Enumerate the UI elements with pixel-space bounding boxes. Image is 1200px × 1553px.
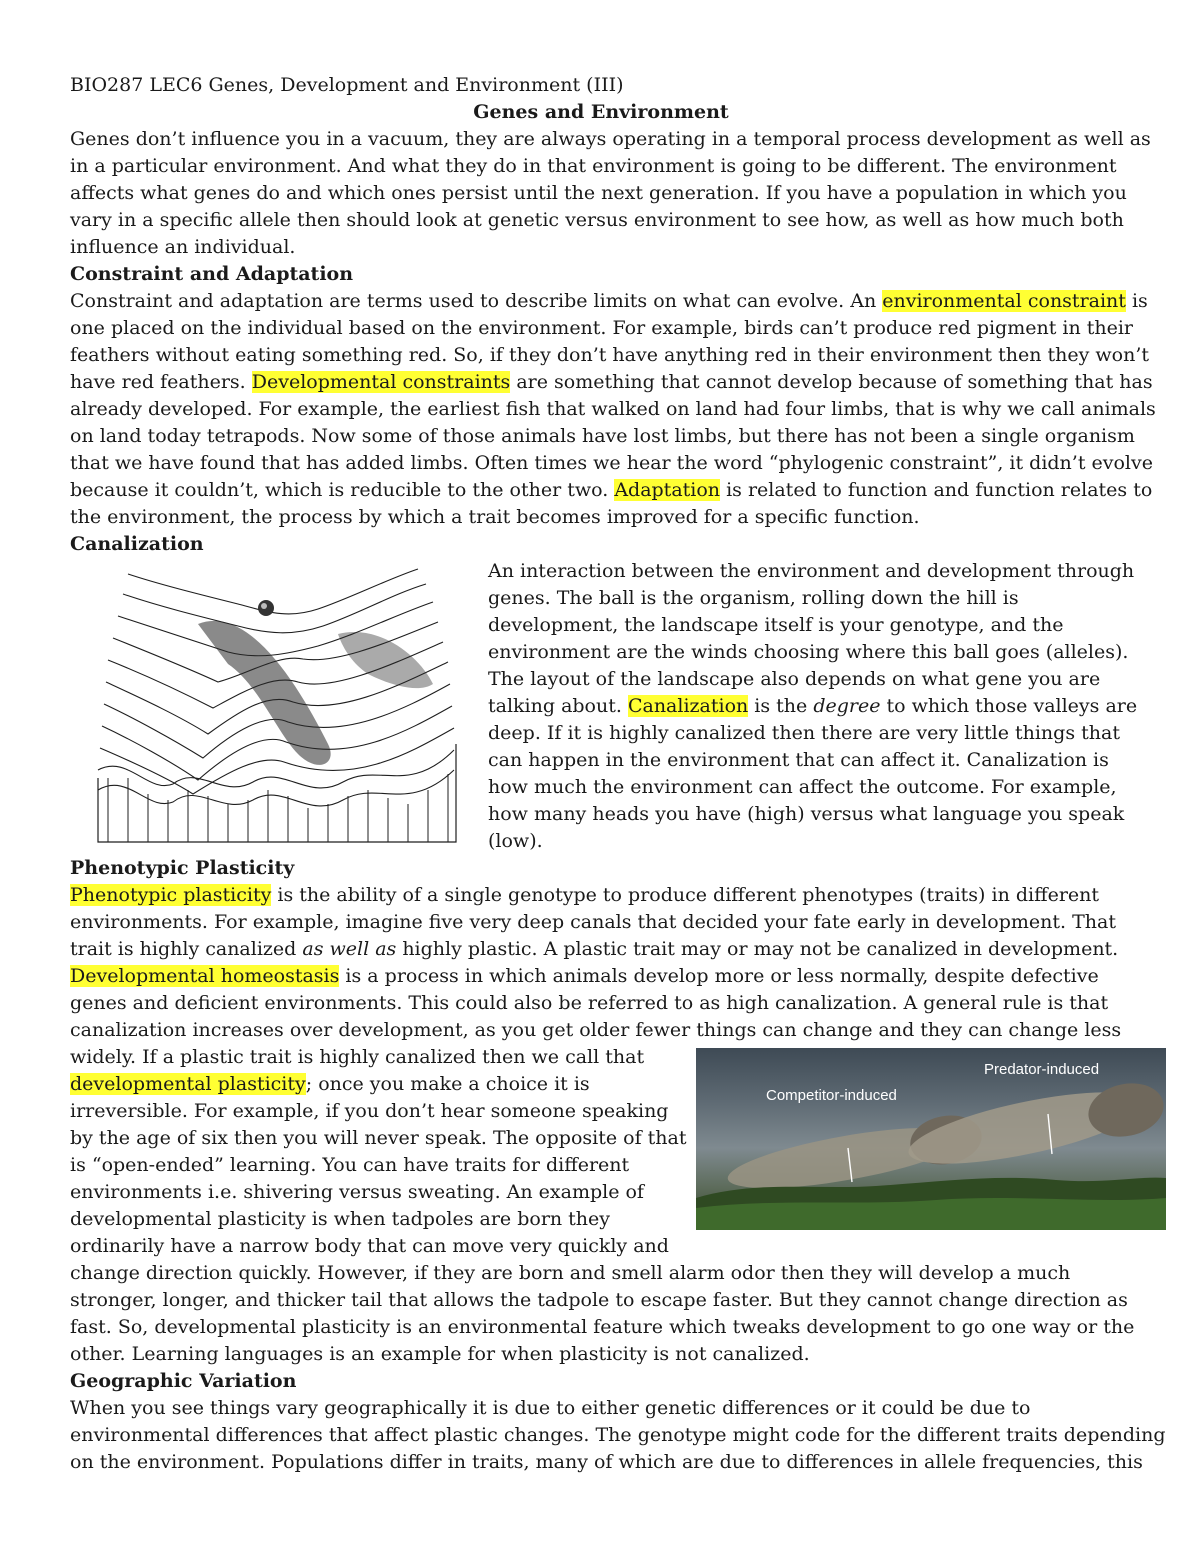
text-line: irreversible. For example, if you don’t hear someone speaking [70,1100,669,1122]
text-line: one placed on the individual based on the environment. For example, birds can’t produce red pigment in their [70,317,1134,339]
paragraph-geographic-variation [70,1395,1166,1476]
text-line [70,936,1132,963]
text-line: environments i.e. shivering versus sweating. An example of [70,1181,644,1203]
highlight-environmental-constraint: environmental constraint [882,290,1126,312]
paragraph-constraint-and-adaptation [70,288,1156,531]
text-run: talking about. [488,695,628,717]
text-line: affects what genes do and which ones persist until the next generation. If you have a population in which you [70,182,1127,204]
text-line: in a particular environment. And what they do in that environment is going to be different. The environment [70,155,1117,177]
text-run: ; once you make a choice it is [305,1073,590,1095]
document-title-line: BIO287 LEC6 Genes, Development and Environment (III) [70,74,624,96]
text-run: are something that cannot develop because of something that has [510,371,1153,393]
text-line [70,369,1153,396]
text-run: is [1125,290,1148,312]
text-line: by the age of six then you will never speak. The opposite of that [70,1127,687,1149]
text-line [488,693,1138,720]
tadpole-block [70,1044,1132,1260]
text-line: environment are the winds choosing where this ball goes (alleles). [488,641,1129,663]
label-predator-induced: Predator-induced [984,1061,1100,1078]
text-line: already developed. For example, the earliest fish that walked on land had four limbs, that is why we call animals [70,398,1156,420]
text-line: can happen in the environment that can affect it. Canalization is [488,749,1109,771]
canalization-block [70,558,1138,855]
tadpole-wrapped-text [70,1044,690,1260]
text-line: canalization increases over development, as you get older fewer things can change and they can change less [70,1019,1122,1041]
text-run: have red feathers. [70,371,252,393]
text-line: deep. If it is highly canalized then there are very little things that [488,722,1120,744]
text-line: vary in a specific allele then should look at genetic versus environment to see how, as well as how much both [70,209,1124,231]
highlight-adaptation: Adaptation [614,479,721,501]
text-line [70,1071,690,1098]
text-line [70,963,1132,990]
text-line [70,288,1148,315]
text-line: other. Learning languages is an example for when plasticity is not canalized. [70,1343,810,1365]
text-line: that we have found that has added limbs. Often times we hear the word “phylogenic constraint”, it didn’t evolve [70,452,1153,474]
highlight-developmental-homeostasis: Developmental homeostasis [70,965,340,987]
text-line: on the environment. Populations differ in traits, many of which are due to differences in allele frequencies, this [70,1451,1143,1473]
text-run: Constraint and adaptation are terms used to describe limits on what can evolve. An [70,290,883,312]
text-line: influence an individual. [70,236,296,258]
epigenetic-landscape-illustration [88,564,476,844]
tadpole-photo [696,1048,1166,1230]
text-run: is related to function and function relates to [720,479,1153,501]
emphasis-as-well-as: as well as [302,938,397,960]
text-line: developmental plasticity is when tadpoles are born they [70,1208,611,1230]
text-run: highly plastic. A plastic trait may or may not be canalized in development. [396,938,1119,960]
heading-phenotypic-plasticity: Phenotypic Plasticity [70,857,295,879]
text-run: is a process in which animals develop more or less normally, despite defective [339,965,1099,987]
text-line: environments. For example, imagine five very deep canals that decided your fate early in development. That [70,911,1116,933]
text-line: the environment, the process by which a trait becomes improved for a specific function. [70,506,920,528]
text-line: genes and deficient environments. This could also be referred to as high canalization. A general rule is that [70,992,1109,1014]
text-line: on land today tetrapods. Now some of those animals have lost limbs, but there has not been a single organism [70,425,1135,447]
text-line: widely. If a plastic trait is highly canalized then we call that [70,1046,645,1068]
label-competitor-induced: Competitor-induced [766,1087,897,1104]
text-line: ordinarily have a narrow body that can move very quickly and [70,1235,669,1257]
highlight-developmental-constraints: Developmental constraints [251,371,511,393]
text-run: to which those valleys are [880,695,1138,717]
text-run: trait is highly canalized [70,938,303,960]
text-line: Genes don’t influence you in a vacuum, they are always operating in a temporal process development as well as [70,128,1151,150]
canalization-paragraph [488,558,1138,855]
highlight-canalization: Canalization [627,695,749,717]
text-line: stronger, longer, and thicker tail that allows the tadpole to escape faster. But they cannot change direction as [70,1289,1128,1311]
emphasis-degree: degree [813,695,881,717]
text-run: because it couldn’t, which is reducible to the other two. [70,479,615,501]
text-run: is the [748,695,814,717]
text-line [70,477,1153,504]
heading-geographic-variation: Geographic Variation [70,1370,297,1392]
document-page [70,72,1166,1476]
text-line: fast. So, developmental plasticity is an environmental feature which tweaks development to go one way or the [70,1316,1135,1338]
heading-genes-and-environment: Genes and Environment [473,101,729,123]
text-line: The layout of the landscape also depends on what gene you are [488,668,1101,690]
paragraph-genes-and-environment [70,126,1151,261]
highlight-phenotypic-plasticity: Phenotypic plasticity [70,884,272,906]
highlight-developmental-plasticity: developmental plasticity [70,1073,306,1095]
text-line: feathers without eating something red. So, if they don’t have anything red in their environment then they won’t [70,344,1149,366]
text-line: how many heads you have (high) versus what language you speak [488,803,1125,825]
text-line: change direction quickly. However, if they are born and smell alarm odor then they will develop a much [70,1262,1071,1284]
text-line: how much the environment can affect the outcome. For example, [488,776,1117,798]
text-line: genes. The ball is the organism, rolling down the hill is [488,587,1019,609]
text-line: development, the landscape itself is your genotype, and the [488,614,1064,636]
text-line [70,882,1132,909]
text-line: is “open-ended” learning. You can have traits for different [70,1154,630,1176]
text-line: An interaction between the environment and development through [488,560,1135,582]
text-run: is the ability of a single genotype to produce different phenotypes (traits) in different [271,884,1100,906]
text-line: (low). [488,830,543,852]
heading-canalization: Canalization [70,533,204,555]
heading-constraint-and-adaptation: Constraint and Adaptation [70,263,354,285]
paragraph-phenotypic-plasticity [70,882,1135,1368]
text-line: When you see things vary geographically it is due to either genetic differences or it could be due to [70,1397,1031,1419]
text-line: environmental differences that affect plastic changes. The genotype might code for the different traits depending [70,1424,1166,1446]
